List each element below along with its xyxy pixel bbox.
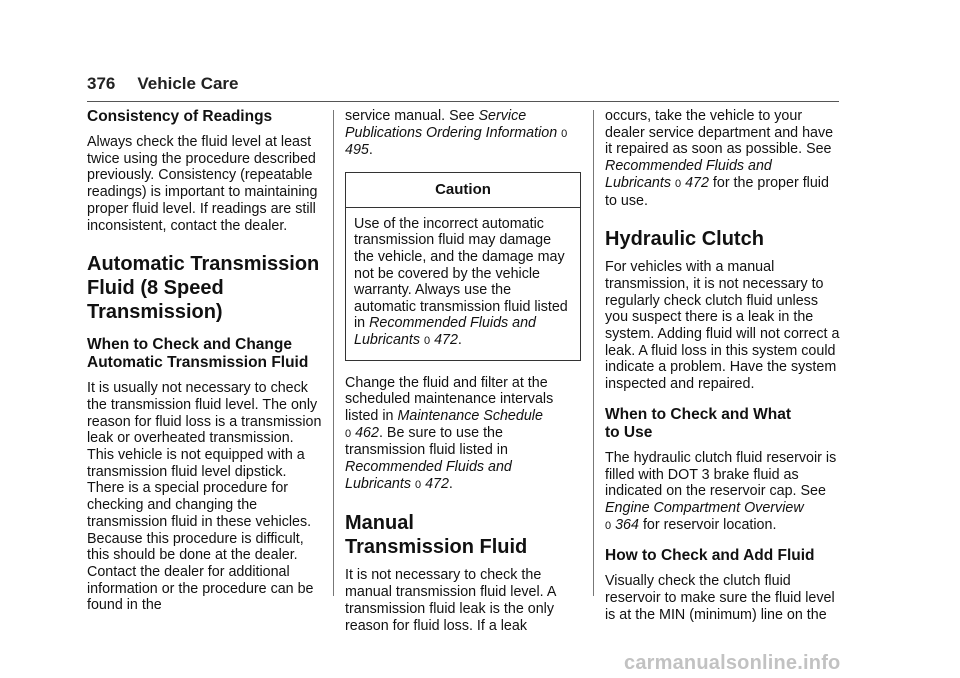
heading-how-to-check: How to Check and Add Fluid [605,547,815,565]
reference-arrow-icon: 0 [423,334,431,347]
paragraph-when-to-check: It is usually not necessary to check the transmission fluid level. The only reason for fluid loss is a transmission leak or overheated transmission. This vehicle is not equipped with a transmission fluid level dipstick. There is a special procedure for checking and changing the transmission fluid in these vehicles. Because this procedure is difficult, this should be done at the dealer. Contact the dealer for additional information or the procedure can be found in the [87,380,322,614]
reference-arrow-icon: 0 [345,427,352,440]
page-ref[interactable]: 472 [425,475,449,492]
link-maintenance-schedule[interactable]: Maintenance Schedule [397,407,543,424]
heading-when-to-check: When to Check and Change Automatic Transmission Fluid [87,336,309,372]
column-1 [87,108,323,627]
section-title: Vehicle Care [137,74,239,93]
link-recommended-fluids[interactable]: Recommended Fluids and Lubricants [345,459,512,492]
paragraph-change-fluid: Change the fluid and filter at the scheduled maintenance intervals listed in Maintenance Schedule 0 462. Be sure to use the transmission fluid listed in Recommended Fluids and Lubricants 0 472. [345,374,554,492]
caution-title: Caution [346,173,580,208]
caution-box [345,172,581,360]
caution-body: Use of the incorrect automatic transmission fluid may damage the vehicle, and the damage may not be covered by the vehicle warranty. Always use the automatic transmission fluid listed in Recommended Fluids and Lubricants 0 472. [354,215,568,348]
column-2 [345,108,581,647]
header-rule [87,101,839,102]
heading-automatic-transmission-fluid: Automatic Transmission Fluid (8 Speed Transmission) [87,253,320,324]
paragraph-manual-transmission: It is not necessary to check the manual transmission fluid level. A transmission fluid leak is the only reason for fluid loss. If a leak [345,567,556,634]
paragraph-how-to-check: Visually check the clutch fluid reservoir to make sure the fluid level is at the MIN (minimum) line on the [605,573,835,623]
paragraph-leak: occurs, take the vehicle to your dealer service department and have it repaired as soon as possible. See Recommended Fluids and Lubricants 0 472 for the proper fluid to use. [605,108,834,209]
paragraph-service-manual: service manual. See Service Publications Ordering Information 0 495. [345,108,568,159]
page-number: 376 [87,74,116,93]
page-ref[interactable]: 472 [434,331,458,348]
page-ref[interactable]: 462 [355,424,379,441]
heading-consistency: Consistency of Readings [87,108,273,125]
link-recommended-fluids[interactable]: Recommended Fluids and Lubricants [605,158,772,191]
link-recommended-fluids[interactable]: Recommended Fluids and Lubricants [354,315,536,348]
page-ref[interactable]: 472 [685,174,709,191]
page-ref[interactable]: 495 [345,142,369,159]
reference-arrow-icon: 0 [605,519,612,532]
link-service-publications[interactable]: Service Publications Ordering Information [345,108,558,141]
heading-hydraulic-clutch: Hydraulic Clutch [605,228,764,251]
column-divider [333,110,334,596]
paragraph-when-to-use: The hydraulic clutch fluid reservoir is filled with DOT 3 brake fluid as indicated on the reservoir cap. See Engine Compartment Overview 0 364 for reservoir location. [605,449,837,533]
page-header [87,74,239,94]
reference-arrow-icon: 0 [674,177,682,190]
heading-manual-transmission-fluid: Manual Transmission Fluid [345,512,528,559]
paragraph-hydraulic-clutch: For vehicles with a manual transmission, it is not necessary to regularly check clutch fluid unless you suspect there is a leak in the system. Adding fluid will not correct a leak. A fluid loss in this system could indicate a problem. Have the system inspected and repaired. [605,259,840,393]
column-3 [605,108,841,636]
paragraph-consistency: Always check the fluid level at least twice using the procedure described previously. Consistency (repeatable readings) is important to maintaining proper fluid level. If readings are still inconsistent, contact the dealer. [87,134,318,234]
page-ref[interactable]: 364 [615,516,639,533]
link-engine-compartment[interactable]: Engine Compartment Overview [605,499,804,516]
heading-when-to-check-what-to-use: When to Check and What to Use [605,405,791,441]
reference-arrow-icon: 0 [414,478,422,491]
watermark: carmanualsonline.info [624,652,841,674]
reference-arrow-icon: 0 [561,127,568,140]
column-divider [593,110,594,596]
